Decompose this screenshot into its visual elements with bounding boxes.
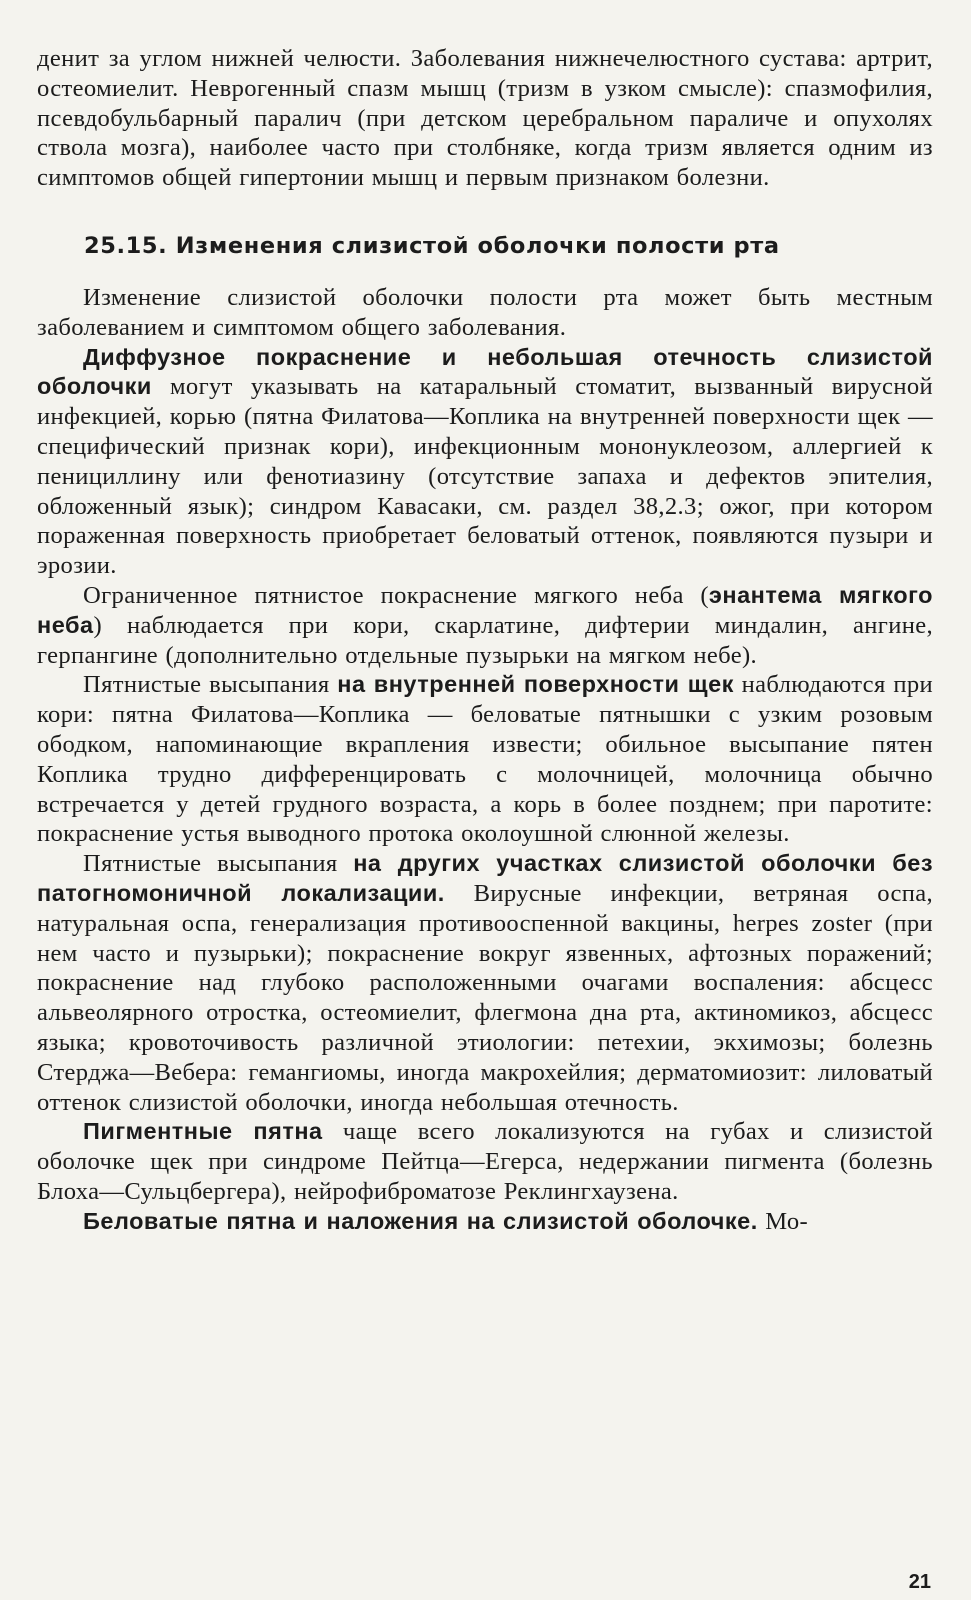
paragraph-3-text-end: ) наблюдается при кори, скарлатине, дифтерии миндалин, ангине, герпангине (дополнительно отдельные пузырьки на мягком небе). xyxy=(37,611,933,669)
paragraph-7-text: Мо- xyxy=(757,1207,809,1235)
paragraph-6-bold: Пигментные пятна xyxy=(83,1118,323,1145)
paragraph-4-bold: на внутренней поверхности щек xyxy=(337,671,734,698)
paragraph-6-text: чаще всего локализуются на губах и слизистой оболочке щек при синдроме Пейтца—Егерса, недержании пигмента (болезнь Блоха—Сульцбергера), нейрофиброматозе Реклингхаузена. xyxy=(37,1118,933,1205)
paragraph-3-text-start: Ограниченное пятнистое покраснение мягкого неба ( xyxy=(83,581,709,609)
paragraph-3 xyxy=(37,581,933,670)
paragraph-5 xyxy=(37,849,933,1117)
paragraph-5-text-end: Вирусные инфекции, ветряная оспа, натуральная оспа, генерализация противооспенной вакцины, herpes zoster (при нем часто и пузырьки); покраснение вокруг язвенных, афтозных поражений; покраснение над глубоко расположенными очагами воспаления: абсцесс альвеолярного отростка, остеомиелит, флегмона дна рта, актиномикоз, абсцесс языка; кровоточивость различной этиологии: петехии, экхимозы; болезнь Стерджа—Вебера: гемангиомы, иногда макрохейлия; дерматомиозит: лиловатый оттенок слизистой оболочки, иногда небольшая отечность. xyxy=(37,879,933,1116)
paragraph-7-bold: Беловатые пятна и наложения на слизистой оболочке. xyxy=(83,1207,758,1234)
paragraph-1 xyxy=(37,283,933,343)
intro-paragraph: денит за углом нижней челюсти. Заболевания нижнечелюстного сустава: артрит, остеомиелит. Неврогенный спазм мышц (тризм в узком смысле): спазмофилия, псевдобульбарный паралич (при детском церебральном параличе и опухолях ствола мозга), наиболее часто при столбняке, когда тризм является одним из симптомов общей гипертонии мышц и первым признаком болезни. xyxy=(37,45,933,192)
paragraph-5-bold: на других участках слизистой оболочки без патогномоничной локализации. xyxy=(37,850,933,906)
paragraph-5-text-start: Пятнистые высыпания xyxy=(83,850,354,878)
paragraph-6 xyxy=(37,1117,933,1206)
section-heading: 25.15. Изменения слизистой оболочки полости рта xyxy=(84,232,780,259)
paragraph-7 xyxy=(37,1207,933,1237)
paragraph-4-text-end: наблюдаются при кори: пятна Филатова—Коплика — беловатые пятнышки с узким розовым ободком, напоминающие вкрапления извести; обильное высыпание пятен Коплика трудно дифференцировать с молочницей, молочница обычно встречается у детей грудного возраста, а корь в более позднем; при паротите: покраснение устья выводного протока околоушной слюнной железы. xyxy=(37,671,933,848)
paragraph-1-text: Изменение слизистой оболочки полости рта может быть местным заболеванием и симптомом общего заболевания. xyxy=(37,283,933,341)
paragraph-4 xyxy=(37,670,933,849)
paragraph-2 xyxy=(37,343,933,581)
paragraph-2-text: могут указывать на катаральный стоматит, вызванный вирусной инфекцией, корью (пятна Филатова—Коплика на внутренней поверхности щек — специфический признак кори), инфекционным мононуклеозом, аллергией к пенициллину или фенотиазину (отсутствие запаха и дефектов эпителия, обложенный язык); синдром Кавасаки, см. раздел 38,2.3; ожог, при котором пораженная поверхность приобретает беловатый оттенок, появляются пузыри и эрозии. xyxy=(37,373,933,580)
paragraph-4-text-start: Пятнистые высыпания xyxy=(83,671,338,699)
paragraph-2-bold: Диффузное покраснение и небольшая отечность слизистой оболочки xyxy=(37,343,933,400)
page-number: 21 xyxy=(908,1571,931,1593)
paragraph-3-bold: энантема мягкого неба xyxy=(37,581,933,638)
